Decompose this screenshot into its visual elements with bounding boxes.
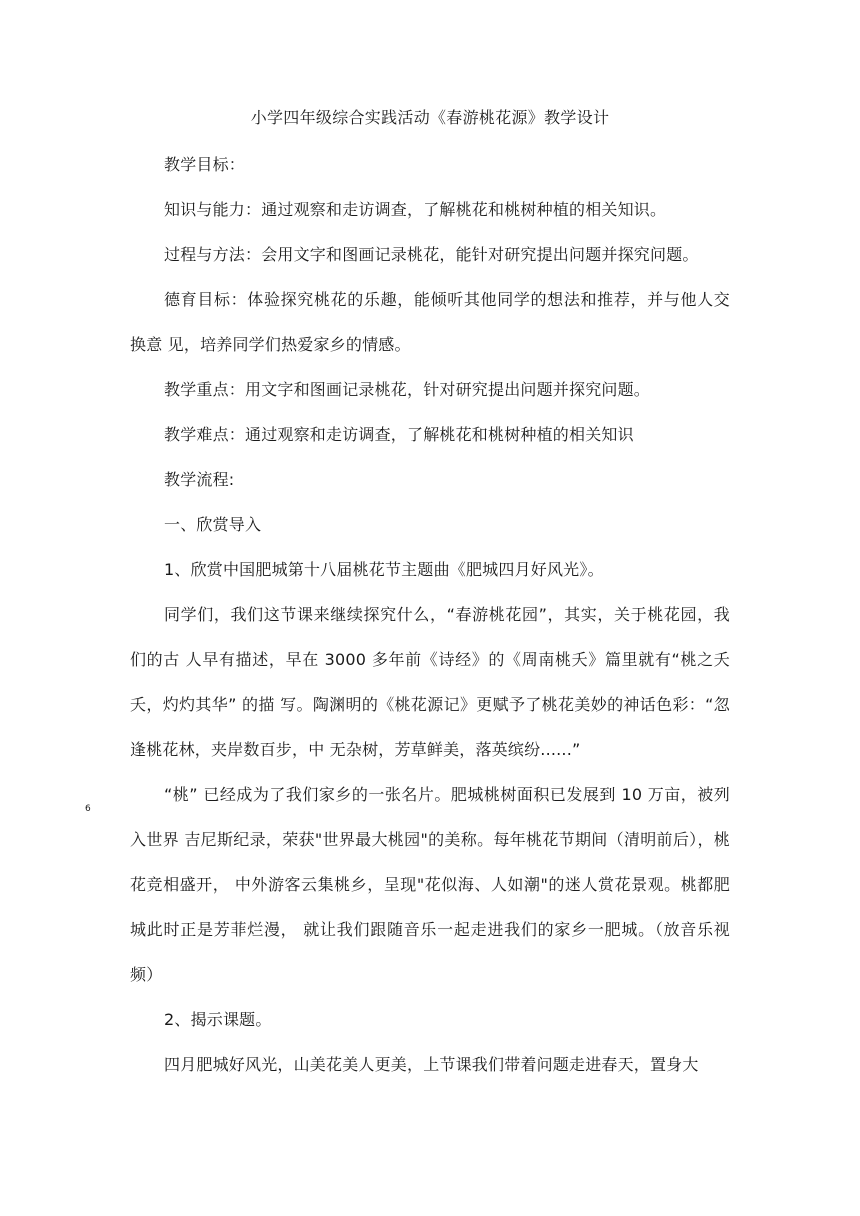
document-title: 小学四年级综合实践活动《春游桃花源》教学设计 xyxy=(250,108,610,127)
paragraph-teaching-goals: 教学目标： xyxy=(164,155,246,174)
paragraph-step-2: 2、揭示课题。 xyxy=(164,1010,272,1029)
paragraph-classmates: 同学们，我们这节课来继续探究什么，“春游桃花园”，其实，关于桃花园，我们的古 人早有描述，早在 3000 多年前《诗经》的《周南桃夭》篇里就有“桃之夭夭，灼灼其华” 的描 写。陶渊明的《桃花源记》更赋予了桃花美妙的神话色彩：“忽逢桃花林，夹岸数百步，中 无杂树，芳草鲜美，落英缤纷......” xyxy=(130,605,730,759)
paragraph-difficulties: 教学难点：通过观察和走访调查，了解桃花和桃树种植的相关知识 xyxy=(164,425,634,444)
paragraph-april: 四月肥城好风光，山美花美人更美，上节课我们带着问题走进春天，置身大 xyxy=(164,1055,699,1074)
paragraph-teaching-flow: 教学流程: xyxy=(164,470,235,489)
paragraph-step-1: 1、欣赏中国肥城第十八届桃花节主题曲《肥城四月好风光》。 xyxy=(164,560,604,579)
paragraph-key-points: 教学重点：用文字和图画记录桃花，针对研究提出问题并探究问题。 xyxy=(164,380,651,399)
paragraph-peach-card: “桃” 已经成为了我们家乡的一张名片。肥城桃树面积已发展到 10 万亩，被列入世界 吉尼斯纪录，荣获"世界最大桃园"的美称。每年桃花节期间（清明前后），桃花竞相盛开， 中外游客云集桃乡，呈现"花似海、人如潮"的迷人赏花景观。桃都肥城此时正是芳菲烂漫， 就让我们跟随音乐一起走进我们的家乡一肥城。（放音乐视频） xyxy=(130,785,730,984)
page-number: 6 xyxy=(85,804,91,814)
paragraph-process-method: 过程与方法：会用文字和图画记录桃花，能针对研究提出问题并探究问题。 xyxy=(164,245,699,264)
paragraph-knowledge-ability: 知识与能力：通过观察和走访调查，了解桃花和桃树种植的相关知识。 xyxy=(164,200,667,219)
section-heading-intro: 一、欣赏导入 xyxy=(164,515,262,534)
paragraph-moral-goal: 德育目标：体验探究桃花的乐趣，能倾听其他同学的想法和推荐，并与他人交换意 见，培养同学们热爱家乡的情感。 xyxy=(130,290,730,354)
